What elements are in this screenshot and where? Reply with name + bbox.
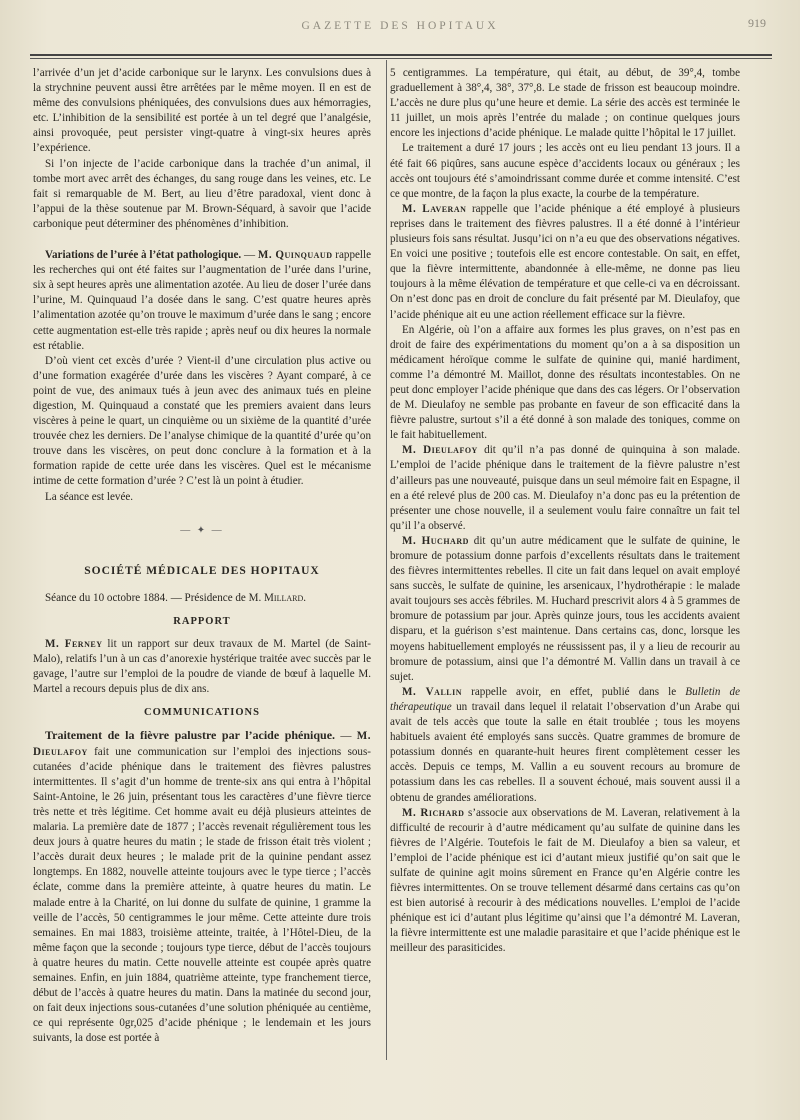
huchard-text: dit qu’un autre médicament que le sulfate de quinine, le bromure de potassium donne parfois d’excellents résultats dans le traitement des fièvres intermittentes rebelles. Il cite un fait dans lequel on avait employé sans succès, le sulfate de quinine, les arsenicaux, l’hydrothérapie : le malade avait toujours ses accès fébriles. M. Huchard prescrivit alors 4 à 5 grammes de bromure de potassium par jour. Après quinze jours, tous les accidents avaient disparu, et la guérison s’est maintenue. Dans certains cas, donc, lorsque les moyens habituellement employés ne réussissent pas, il y a lieu de recourir au bromure de potassium, ainsi que l’a démontré M. Vallin dans un travail à ce sujet. xyxy=(390,534,740,683)
huchard-paragraph xyxy=(390,534,740,685)
paragraph: D’où vient cet excès d’urée ? Vient-il d’une circulation plus active ou d’une formation exagérée d’urée dans les viscères ? Ayant comparé, à ce point de vue, des animaux tués à jeun avec des animaux tués en pleine digestion, M. Quinquaud a constaté que les premiers avaient dans leurs viscères à peine le quart, un cinquième ou un sixième de la quantité d’urée trouvée chez les derniers. De l’analyse chimique de la quantité d’urée qu’on trouve dans les viscères, on peut donc conclure à la formation et à la formation rapide de cette urée dans les viscères. Quel est le mécanisme intime de cette formation d’urée ? C’est là un point à étudier. xyxy=(33,354,371,488)
speaker-dieulafoy: M. Dieulafoy xyxy=(33,730,371,758)
fievre-title: Traitement de la fièvre palustre par l’acide phénique. xyxy=(45,728,336,743)
urea-text: rappelle les recherches qui ont été faites sur l’augmentation de l’urée dans l’urine, six à sept heures après une alimentation azotée. Au lieu de doser l’urée dans l’urine, M. Quinquaud l’a dosée dans le sang. C’est quatre heures après l’alimentation azotée qu’on trouve le maximum d’urée dans le sang ; encore cette augmentation est-elle très rapide ; après neuf ou dix heures la normale est rétablie. xyxy=(33,249,371,352)
ferney-paragraph xyxy=(33,637,371,697)
rapport-title: RAPPORT xyxy=(173,615,231,627)
laveran-text: rappelle que l’acide phénique a été employé à plusieurs reprises dans le traitement des fièvres palustres. Il a été donné à l’intérieur plusieurs fois sans résultat. Jusqu’ici on n’a eu que des observations négatives. En voici une positive ; toutefois elle est encore contestable. On sait, en effet, que la fièvre intermittente, abandonnée à elle-même, ne donne pas lieu toujours à la même élévation de température et que celle-ci va en décroissant. On n’est donc pas en droit de conclure du fait présenté par M. Dieulafoy, que l’acide phénique ait eu une action réellement efficace sur la fièvre. xyxy=(390,202,740,321)
speaker-huchard: M. Huchard xyxy=(402,534,469,547)
page-header xyxy=(20,14,780,44)
speaker-dieulafoy: M. Dieulafoy xyxy=(402,444,478,457)
dieulafoy-reply xyxy=(390,443,740,534)
running-title: GAZETTE DES HOPITAUX xyxy=(301,20,499,32)
paragraph: En Algérie, où l’on a affaire aux formes les plus graves, on n’est pas en droit de faire des expérimentations du moment qu’on a à sa disposition un médicament héroïque comme le sulfate de quinine qui, manié hardiment, comme l’a démontré M. Maillot, donne des résultats incontestables. On ne peut donc employer l’acide phénique que dans des cas légers. Or l’observation de M. Dieulafoy ne semble pas probante en faveur de son efficacité dans la fièvre palustre, surtout s’il a été donné à son malade des toniques, comme on le fait habituellement. xyxy=(390,323,740,442)
column-divider xyxy=(386,60,387,1060)
ferney-text: lit un rapport sur deux travaux de M. Martel (de Saint-Malo), relatifs l’un à un cas d’anorexie hystérique traitée avec succès par le gavage, l’autre sur l’emploi de la poudre de viande de bœuf à laquelle M. Martel a recours depuis plus de dix ans. xyxy=(33,638,371,696)
session-text: Séance du 10 octobre 1884. — Présidence de M. xyxy=(45,591,265,604)
vallin-text: rappelle avoir, en effet, publié dans le xyxy=(462,685,686,698)
session-end: . xyxy=(303,591,307,604)
dash: — xyxy=(335,730,357,743)
urea-paragraph xyxy=(33,248,371,354)
society-title: SOCIÉTÉ MÉDICALE DES HOPITAUX xyxy=(84,564,320,577)
president-name: Millard xyxy=(264,591,304,604)
paragraph: Si l’on injecte de l’acide carbonique dans la trachée d’un animal, il tombe mort avec arrêt des échanges, du sang rouge dans les veines, etc. Le fait si remarquable de M. Bert, au lieu d’être paradoxal, vient donc à l’appui de la thèse soutenue par M. Brown-Séquard, à savoir que l’acide carbonique peut déterminer des phénomènes d’inhibition. xyxy=(33,157,371,230)
speaker-vallin: M. Vallin xyxy=(402,685,463,698)
closing-line: La séance est levée. xyxy=(45,490,134,503)
vallin-text-cont: un travail dans lequel il relatait l’observation d’un Arabe qui avait de tels accès que toute la salle en était troublée ; tous les moyens habituels avaient été employés sans succès. Quatre grammes de bromure de potassium donnés en quarante-huit heures firent complètement cesser les accès. Depuis ce temps, M. Vallin a eu souvent recours au bromure de potassium dans les cas rebelles. Il a souvent échoué, mais souvent aussi il a obtenu de grandes améliorations. xyxy=(390,700,740,804)
dieulafoy-text: fait une communication sur l’emploi des injections sous-cutanées d’acide phénique dans le traitement des fièvres palustres intermittentes. Il s’agit d’un homme de trente-six ans qui entra à l’hôpital Saint-Antoine, le 26 juin, présentant tous les caractères d’une fièvre tierce très nette et très légitime. Cet homme avait eu déjà plusieurs atteintes de malaria. La première date de 1877 ; l’accès revenait régulièrement tous les deux jours à quatre heures du matin ; le stade de frisson était très violent ; l’accès durait deux heures ; le malade prit de la quinine pendant assez longtemps. En 1882, nouvelle atteinte toujours avec le type tierce ; l’accès éclate, comme dans la première atteinte, à quatre heures du matin. Le malade entre à la Charité, on lui donne du sulfate de quinine, 1 gramme la veille de l’accès, 50 centigrammes le jour même. Cette atteinte dure trois semaines. En mai 1883, troisième atteinte, traitée, à l’Hôtel-Dieu, de la même façon que la seconde ; toujours type tierce, début de l’accès toujours à quatre heures du matin. Cette nouvelle atteinte est coupée après quatre semaines. Enfin, en juin 1884, quatrième atteinte, type franchement tierce, début de l’accès à quatre heures du matin. Dans la matinée du second jour, on fait deux injections sous-cutanées d’une solution phéniquée au centième, ce qui représente 0gr,025 d’acide phénique ; le lendemain et les jours suivants, la dose est portée à xyxy=(33,745,371,1045)
communications-title: COMMUNICATIONS xyxy=(144,707,260,719)
session-line xyxy=(33,591,371,606)
speaker-ferney: M. Ferney xyxy=(45,638,103,650)
dash: — xyxy=(241,249,258,262)
fievre-paragraph xyxy=(33,728,371,1046)
left-column xyxy=(33,66,371,1046)
paragraph: l’arrivée d’un jet d’acide carbonique sur le larynx. Les convulsions dues à la strychnine peuvent aussi être arrêtées par le même moyen. Il en est de même des convulsions phéniquées, des convulsions dues aux hémorragies, etc. L’inhibition de la sensibilité est portée à un tel degré que l’analgésie, ainsi provoquée, peut persister vingt-quatre à vingt-six heures après l’expérience. xyxy=(33,67,371,155)
section-ornament: — ✦ — xyxy=(180,524,224,536)
dieulafoy-reply-text: dit qu’il n’a pas donné de quinquina à son malade. L’emploi de l’acide phénique dans le traitement de la fièvre palustre n’est d’ailleurs pas une nouveauté, puisque dans un seul mémoire fait en Espagne, il en a été relevé plus de 200 cas. M. Dieulafoy n’a donc pas eu la prétention de présenter une chose nouvelle, il a seulement voulu faire connaître un fait tel qu’il l’a observé. xyxy=(390,444,740,532)
speaker-richard: M. Richard xyxy=(402,806,465,819)
richard-paragraph xyxy=(390,806,740,957)
laveran-paragraph xyxy=(390,202,740,323)
urea-title: Variations de l’urée à l’état pathologique. xyxy=(45,249,242,262)
header-rule xyxy=(30,54,772,56)
header-rule-thin xyxy=(30,58,772,59)
page-number: 919 xyxy=(748,16,766,30)
journal-title: Bulletin de thérapeutique xyxy=(390,685,741,713)
vallin-paragraph xyxy=(390,685,740,806)
speaker-laveran: M. Laveran xyxy=(402,202,467,215)
paragraph: Le traitement a duré 17 jours ; les accès ont eu lieu pendant 13 jours. Il a été fait 66 piqûres, sans aucune espèce d’accidents locaux ou généraux ; les accès ont toujours été s’amoindrissant comme durée et comme intensité. C’est ce que montre, de la façon la plus exacte, la courbe de la température. xyxy=(390,142,740,200)
paragraph: 5 centigrammes. La température, qui était, au début, de 39°,4, tombe graduellement à 38°,4, 38°, 37°,8. Le stade de frisson est beaucoup moindre. L’accès ne dure plus qu’une heure et demie. La série des accès est terminée le 11 juillet, un mois après l’entrée du malade ; on continue quelques jours encore les injections d’acide phénique. Le malade quitte l’hôpital le 17 juillet. xyxy=(390,67,740,140)
speaker-quinquaud: M. Quinquaud xyxy=(257,249,333,262)
right-column xyxy=(390,66,740,957)
richard-text: s’associe aux observations de M. Laveran, relativement à la difficulté de recourir à d’autre médicament qu’au sulfate de quinine dans les fièvres de l’Algérie. Toutefois le fait de M. Dieulafoy a bien sa valeur, et l’emploi de l’acide phénique est ici d’autant mieux justifié qu’on sait que le sulfate de quinine agit moins sûrement en France qu’en Algérie contre les fièvres intermittentes. On se trouve tellement désarmé dans certains cas qu’on est bien autorisé à recourir à des médications nouvelles. L’emploi de l’acide phénique est ici d’autant plus légitime qu’ainsi que l’a démontré M. Laveran, la fièvre intermittente est une maladie parasitaire et que l’acide phénique est le meilleur des parasiticides. xyxy=(390,806,740,955)
